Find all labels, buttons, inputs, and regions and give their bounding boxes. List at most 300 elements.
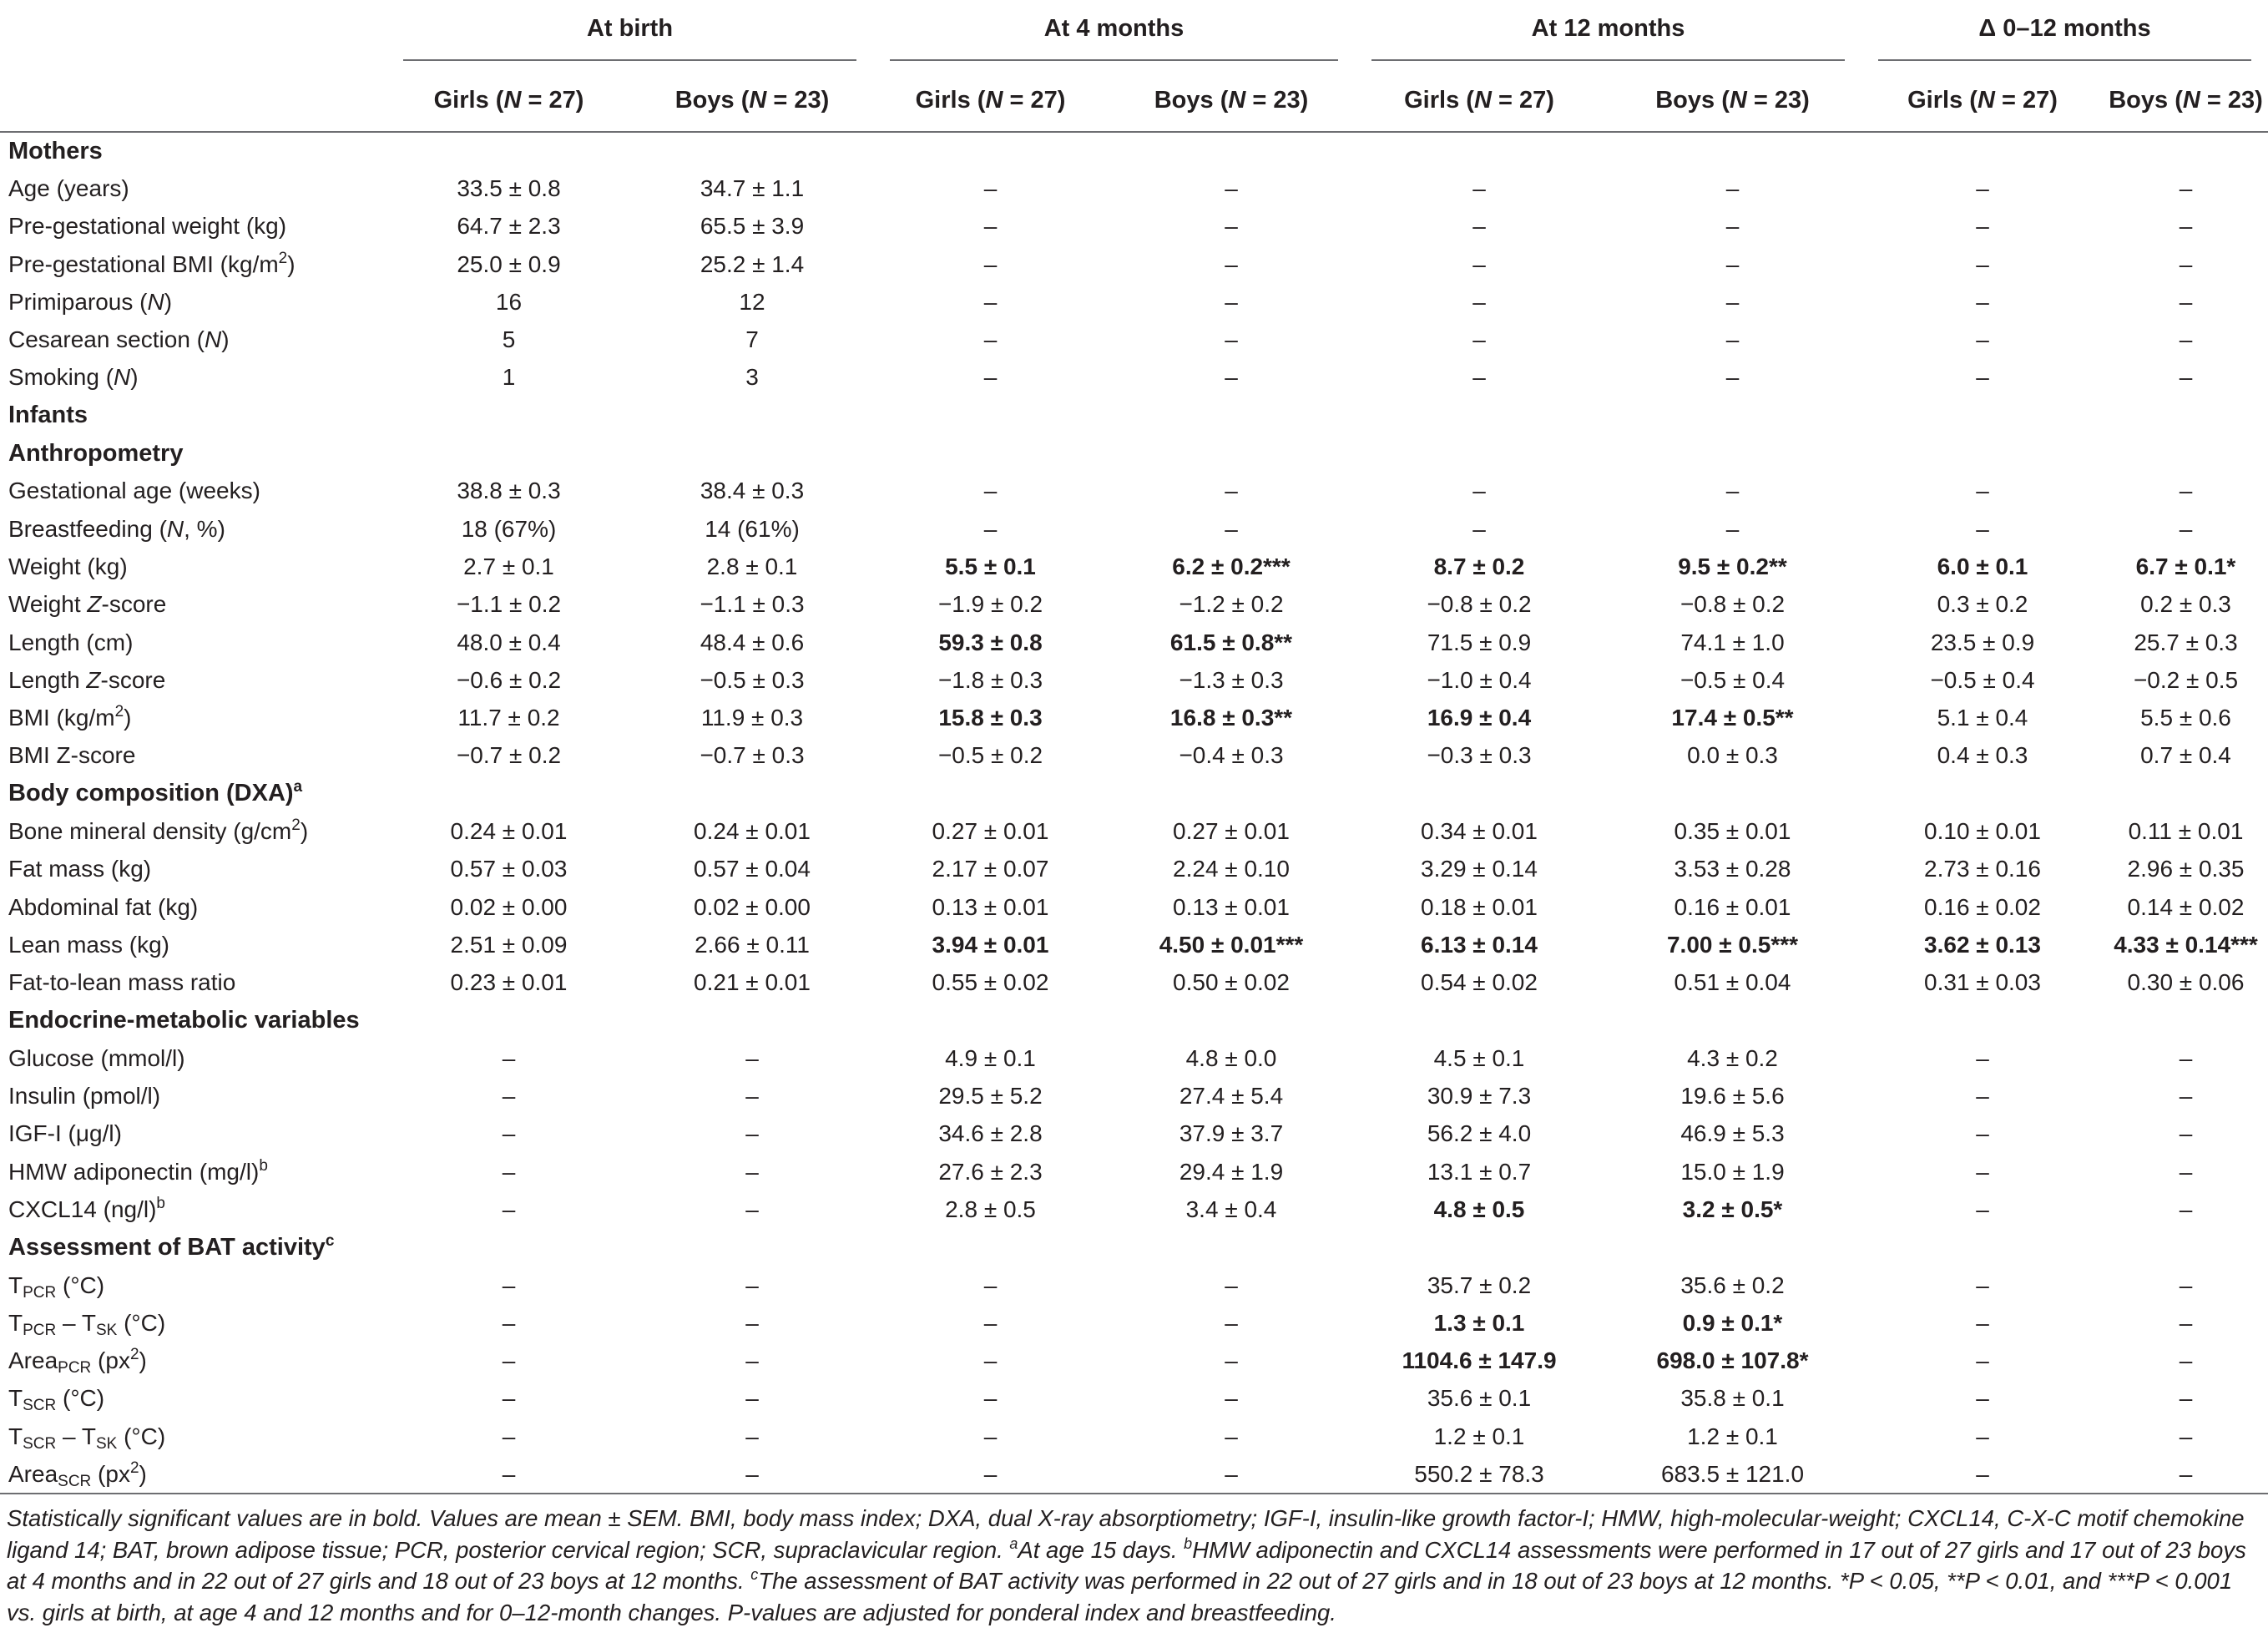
table-row-bmd [0,812,2268,850]
table-cell: 0.2 ± 0.3 [2140,591,2231,618]
row-label [0,1380,386,1418]
table-cell: −0.5 ± 0.4 [1930,666,2035,693]
row-label [0,1342,386,1380]
row-label-text: Length [8,666,87,693]
table-cell: 0.16 ± 0.02 [1924,893,2041,920]
footnote-marker: b [259,1156,268,1175]
table-cell: 13.1 ± 0.7 [1427,1158,1532,1185]
row-label [0,1418,386,1455]
table-cell: – [502,1120,516,1147]
column-header-count: = 23) [1245,86,1309,114]
table-cell: −0.3 ± 0.3 [1427,742,1532,769]
row-label-text: ) [287,250,295,277]
table-cell: 4.8 ± 0.0 [1185,1044,1277,1071]
table-row-tscr [0,1380,2268,1418]
table-cell: −0.5 ± 0.4 [1680,666,1786,693]
table-cell: – [2179,1196,2193,1222]
table-cell: 5.1 ± 0.4 [1937,705,2028,731]
table-cell: – [983,1271,998,1298]
table-cell: 1.2 ± 0.1 [1687,1423,1778,1449]
column-header-n: N [2182,86,2200,114]
table-cell: 0.3 ± 0.2 [1937,591,2028,618]
table-cell: – [1472,326,1486,353]
section-label: Mothers [8,137,103,164]
section-heading [0,397,2268,434]
table-cell: – [502,1385,516,1412]
table-cell: 11.7 ± 0.2 [457,705,560,731]
table-cell: −0.8 ± 0.2 [1680,591,1786,618]
header-blank [0,0,386,69]
table-cell: – [1225,1385,1238,1412]
table-cell: 5 [502,326,516,353]
table-cell: – [502,1158,516,1185]
table-cell: −0.2 ± 0.5 [2133,666,2239,693]
column-header-text: Girls ( [1907,86,1978,114]
table-cell: 7.00 ± 0.5*** [1666,931,1799,958]
row-label-text: T [8,1271,23,1298]
section-label: Infants [8,402,88,429]
table-cell: – [1472,174,1486,201]
table-cell: 48.4 ± 0.6 [700,629,805,655]
table-cell: – [502,1347,516,1374]
column-header-n: N [1228,86,1246,114]
column-header-text: Boys ( [1655,86,1730,114]
table-row-primi [0,283,2268,321]
table-cell: −0.7 ± 0.3 [700,742,805,769]
table-cell: 0.34 ± 0.01 [1421,817,1538,844]
table-cell: – [1976,1423,1989,1449]
table-cell: – [983,1385,998,1412]
table-cell: 0.23 ± 0.01 [450,969,568,996]
row-label [0,473,386,510]
column-header-count: = 27) [1994,86,2058,114]
column-header-n: N [1729,86,1747,114]
table-cell: 35.7 ± 0.2 [1427,1271,1532,1298]
table-cell: – [1225,515,1238,542]
column-header-text: Boys ( [1154,86,1229,114]
table-row-anthro [0,434,2268,472]
table-cell: 2.66 ± 0.11 [695,931,810,958]
table-cell: – [983,213,998,240]
group-header-12months: At 12 months [1355,0,1861,69]
footnote-b: HMW adiponectin and CXCL14 assessments were performed in 17 out of 27 girls and 17 out of 23 boys at 4 months and in 22 out of 27 girls and 18 out of 23 boys at 12 months. [7,1536,2246,1594]
row-label [0,1266,386,1304]
row-label [0,510,386,548]
table-cell: 56.2 ± 4.0 [1427,1120,1532,1147]
row-label-text: (°C) [56,1385,105,1412]
row-label-text: Length (cm) [8,629,134,655]
table-cell: 3.62 ± 0.13 [1924,931,2041,958]
table-cell: – [2179,1083,2193,1110]
table-cell: 4.3 ± 0.2 [1687,1044,1778,1071]
group-header-4months: At 4 months [873,0,1355,69]
table-cell: 6.7 ± 0.1* [2135,553,2236,579]
row-label-text: , %) [184,515,225,542]
column-header-n: N [1473,86,1492,114]
column-header-count: = 23) [2200,86,2263,114]
table-cell: 16 [495,288,523,315]
column-header-n: N [749,86,767,114]
table-cell: 0.50 ± 0.02 [1173,969,1290,996]
column-header-count: = 27) [1003,86,1066,114]
row-label-text: BMI (kg/m [8,705,115,731]
table-cell: – [983,326,998,353]
table-cell: 37.9 ± 3.7 [1179,1120,1284,1147]
subscript: PCR [58,1359,92,1378]
column-header-girls [386,69,631,132]
table-row-pgbmi [0,245,2268,283]
table-row-tscrsk [0,1418,2268,1455]
table-cell: – [1472,250,1486,277]
row-label-text: Fat-to-lean mass ratio [8,969,236,996]
table-row-ftl [0,964,2268,1002]
table-row-glu [0,1039,2268,1077]
table-cell: 33.5 ± 0.8 [457,174,561,201]
table-cell: 71.5 ± 0.9 [1427,629,1532,655]
table-cell: −1.1 ± 0.2 [456,591,562,618]
table-cell: 7 [745,326,759,353]
table-cell: 12 [739,288,765,315]
row-label [0,1077,386,1115]
subscript: SK [95,1434,118,1453]
table-cell: – [983,288,998,315]
table-cell: 683.5 ± 121.0 [1604,1455,1861,1493]
table-cell: 8.7 ± 0.2 [1433,553,1525,579]
table-cell: 2.8 ± 0.1 [706,553,798,579]
table-cell: −0.5 ± 0.3 [700,666,805,693]
row-label [0,737,386,775]
table-cell: – [1976,326,1989,353]
table-cell: – [1976,1083,1989,1110]
table-cell: – [745,1158,759,1185]
table-cell: 0.57 ± 0.04 [694,856,811,882]
table-cell: – [873,1455,1108,1493]
row-label-text: – T [56,1423,96,1449]
table-row-infants [0,397,2268,434]
table-cell: – [2179,288,2193,315]
table-cell: 0.31 ± 0.03 [1924,969,2041,996]
table-cell: – [1225,174,1238,201]
table-cell: 74.1 ± 1.0 [1680,629,1785,655]
table-cell: 0.55 ± 0.02 [932,969,1049,996]
table-cell: 25.7 ± 0.3 [2134,629,2238,655]
table-cell: 2.96 ± 0.35 [2127,856,2245,882]
table-row-breast [0,510,2268,548]
table-cell: 0.4 ± 0.3 [1937,742,2028,769]
table-cell: – [745,1196,759,1222]
row-label [0,926,386,963]
table-row-body [0,775,2268,812]
row-label-italic: N [205,326,222,353]
column-header-n: N [503,86,522,114]
subscript: SCR [23,1397,57,1415]
table-cell: 0.35 ± 0.01 [1674,817,1791,844]
row-label-italic: N [147,288,164,315]
table-cell: 1 [502,364,516,391]
group-header-delta: Δ 0–12 months [1861,0,2268,69]
table-cell: – [2179,1385,2193,1412]
table-cell: 19.6 ± 5.6 [1680,1083,1785,1110]
table-row-bmi [0,699,2268,736]
table-cell: 0.30 ± 0.06 [2127,969,2245,996]
section-heading [0,434,2268,472]
table-row-bat [0,1229,2268,1266]
table-cell: 0.16 ± 0.01 [1674,893,1791,920]
table-cell: 15.0 ± 1.9 [1680,1158,1785,1185]
column-header-count: = 27) [1491,86,1554,114]
row-label-text: HMW adiponectin (mg/l) [8,1158,260,1185]
table-cell: – [502,1423,516,1449]
table-cell: 29.5 ± 5.2 [938,1083,1043,1110]
row-label-text: Smoking ( [8,364,114,391]
table-row-cxcl [0,1191,2268,1228]
table-cell: −1.9 ± 0.2 [937,591,1043,618]
row-label-text: ) [124,705,132,731]
section-heading [0,132,2268,169]
table-cell: – [745,1423,759,1449]
row-label-text: (px [91,1460,130,1487]
table-cell: – [1976,1271,1989,1298]
table-cell: 0.51 ± 0.04 [1674,969,1791,996]
row-label-text: T [8,1385,23,1412]
table-cell: – [745,1120,759,1147]
row-label-text: Abdominal fat (kg) [8,893,199,920]
table-cell: 34.6 ± 2.8 [938,1120,1043,1147]
table-row-tpcr [0,1266,2268,1304]
subscript: PCR [23,1321,57,1339]
row-label [0,359,386,397]
section-label: Body composition (DXA) [8,780,294,807]
table-cell: – [745,1044,759,1071]
table-cell: 4.5 ± 0.1 [1433,1044,1525,1071]
table-cell: – [983,250,998,277]
row-label [0,1191,386,1228]
table-cell: 18 (67%) [461,515,557,542]
section-label: Assessment of BAT activity [8,1233,326,1261]
footnote-mark-a: a [1009,1534,1018,1552]
column-header-boys [1604,69,1861,132]
column-header-text: Girls ( [433,86,504,114]
footnote-marker: b [156,1194,165,1212]
table-row-endo [0,1002,2268,1039]
table-cell: −0.7 ± 0.2 [456,742,562,769]
table-cell: 2.8 ± 0.5 [945,1196,1036,1222]
row-label-text: Area [8,1460,58,1487]
table-cell: 0.7 ± 0.4 [2140,742,2231,769]
table-cell: – [2179,1158,2193,1185]
table-cell: 0.27 ± 0.01 [932,817,1049,844]
table-cell: – [2104,1455,2268,1493]
row-label-text: Breastfeeding ( [8,515,167,542]
table-cell: −1.3 ± 0.3 [1179,666,1284,693]
table-cell: – [1225,1309,1238,1336]
table-row-wz [0,586,2268,624]
row-label-text: Primiparous ( [8,288,148,315]
row-label-text: Age (years) [8,174,129,201]
row-label-text: (°C) [117,1309,166,1336]
subscript: PCR [23,1283,57,1302]
table-cell: – [1108,1455,1355,1493]
table-cell: 34.7 ± 1.1 [700,174,805,201]
table-cell: – [1976,478,1989,504]
footnote-c: The assessment of BAT activity was performed in 22 out of 27 girls and in 18 out of 23 boys at 12 months. *P < 0.05, **P < 0.01, and ***P < 0.001 vs. girls at birth, at age 4 and 12 months and for 0–12-month changes. P-values are adjusted for ponderal index and breastfeeding. [7,1568,2233,1625]
table-cell: 2.73 ± 0.16 [1924,856,2041,882]
table-cell: – [1976,1347,1989,1374]
table-cell: – [1225,1423,1238,1449]
row-label-text: Weight [8,591,88,618]
table-body [0,132,2268,1494]
table-cell: – [2179,1271,2193,1298]
table-cell: 3.29 ± 0.14 [1421,856,1538,882]
section-label: Endocrine-metabolic variables [8,1006,360,1034]
table-cell: – [983,1309,998,1336]
row-label-text: – T [56,1309,96,1336]
row-label-text: (°C) [117,1423,166,1449]
table-cell: 0.13 ± 0.01 [932,893,1049,920]
row-label [0,1153,386,1191]
table-cell: – [1976,174,1989,201]
table-cell: – [1976,364,1989,391]
table-cell: – [1225,364,1238,391]
table-footnote [7,1503,2260,1628]
header-sub-row [0,69,2268,132]
row-label-text: Gestational age (weeks) [8,478,260,504]
row-label-text: Weight (kg) [8,553,128,579]
table-cell: – [1225,478,1238,504]
table-cell: – [1976,1044,1989,1071]
table-cell: −0.4 ± 0.3 [1179,742,1284,769]
table-cell: 1.2 ± 0.1 [1433,1423,1525,1449]
row-label-italic: Z [87,591,102,618]
table-cell: −0.6 ± 0.2 [456,666,562,693]
row-label [0,1304,386,1342]
footnote-marker: a [293,778,303,796]
table-cell: – [1225,250,1238,277]
table-cell: – [1225,1347,1238,1374]
row-label [0,624,386,661]
table-cell: – [502,1271,516,1298]
table-cell: – [1976,1385,1989,1412]
subscript: SCR [58,1472,92,1490]
table-cell: 38.4 ± 0.3 [700,478,805,504]
table-row-tpcrsk [0,1304,2268,1342]
row-label-italic: Z [86,666,101,693]
table-cell: – [1976,1120,1989,1147]
table-cell: 3.94 ± 0.01 [932,931,1049,958]
table-row-lz [0,661,2268,699]
column-header-girls [1861,69,2104,132]
table-cell: – [1976,515,1989,542]
table-row-ascr [0,1455,2268,1493]
table-cell: 48.0 ± 0.4 [457,629,561,655]
group-header-birth: At birth [386,0,873,69]
table-row-bmiz [0,737,2268,775]
column-header-count: = 27) [521,86,584,114]
table-cell: 3.53 ± 0.28 [1674,856,1791,882]
table-row-weight [0,548,2268,585]
table-cell: 25.2 ± 1.4 [700,250,805,277]
table-cell: 0.0 ± 0.3 [1687,742,1778,769]
row-label [0,1039,386,1077]
table-cell: 3.4 ± 0.4 [1185,1196,1277,1222]
table-cell: 3 [745,364,759,391]
row-label [0,964,386,1002]
table-cell: – [1225,326,1238,353]
table-row-smoke [0,359,2268,397]
table-cell: – [502,1309,516,1336]
column-header-text: Girls ( [1404,86,1474,114]
table-cell: 0.18 ± 0.01 [1421,893,1538,920]
table-cell: 1.3 ± 0.1 [1433,1309,1525,1336]
row-label-text: Bone mineral density (g/cm [8,817,292,844]
row-label [0,208,386,245]
table-row-ins [0,1077,2268,1115]
row-label-text: Insulin (pmol/l) [8,1083,161,1110]
table-cell: 2.24 ± 0.10 [1173,856,1290,882]
table-cell: – [1976,250,1989,277]
table-cell: – [745,1347,759,1374]
table-cell: – [2179,478,2193,504]
table-cell: – [2179,1120,2193,1147]
table-cell: – [2179,1044,2193,1071]
table-row-pgw [0,208,2268,245]
row-label-text: Fat mass (kg) [8,856,152,882]
column-header-n: N [985,86,1003,114]
table-cell: 0.02 ± 0.00 [694,893,811,920]
superscript: 2 [129,1346,139,1364]
table-cell: 3.2 ± 0.5* [1682,1196,1783,1222]
table-row-fat [0,851,2268,888]
table-cell: 4.8 ± 0.5 [1433,1196,1525,1222]
row-label-text: ) [221,326,230,353]
footnote-mark-b: b [1184,1534,1193,1552]
column-header-girls [1355,69,1604,132]
table-cell: 0.10 ± 0.01 [1924,817,2041,844]
table-cell: 5.5 ± 0.6 [2140,705,2231,731]
table-cell: – [2179,174,2193,201]
row-label [0,812,386,850]
table-cell: 0.27 ± 0.01 [1173,817,1290,844]
table-cell: – [1472,213,1486,240]
row-label-text: ) [164,288,173,315]
row-label [0,1115,386,1153]
subscript: SK [95,1321,118,1339]
table-cell: – [745,1271,759,1298]
table-cell: −1.1 ± 0.3 [700,591,805,618]
table-cell: – [1225,1271,1238,1298]
table-cell: – [983,364,998,391]
row-label-text: CXCL14 (ng/l) [8,1196,157,1222]
row-label [0,586,386,624]
table-cell: – [2179,1309,2193,1336]
row-label-text: Pre-gestational weight (kg) [8,213,287,240]
table-row-mothers [0,132,2268,169]
table-row-lean [0,926,2268,963]
table-cell: 15.8 ± 0.3 [938,705,1043,731]
table-cell: 6.2 ± 0.2*** [1172,553,1291,579]
table-cell: 25.0 ± 0.9 [457,250,561,277]
table-cell: 46.9 ± 5.3 [1680,1120,1785,1147]
table-cell: – [1225,213,1238,240]
table-cell: – [983,1423,998,1449]
table-cell: – [1725,326,1740,353]
row-label-text: Pre-gestational BMI (kg/m [8,250,279,277]
table-cell: – [745,1309,759,1336]
table-cell: – [2179,364,2193,391]
superscript: 2 [291,816,301,834]
column-header-text: Boys ( [2109,86,2183,114]
table-cell: – [1861,1455,2104,1493]
